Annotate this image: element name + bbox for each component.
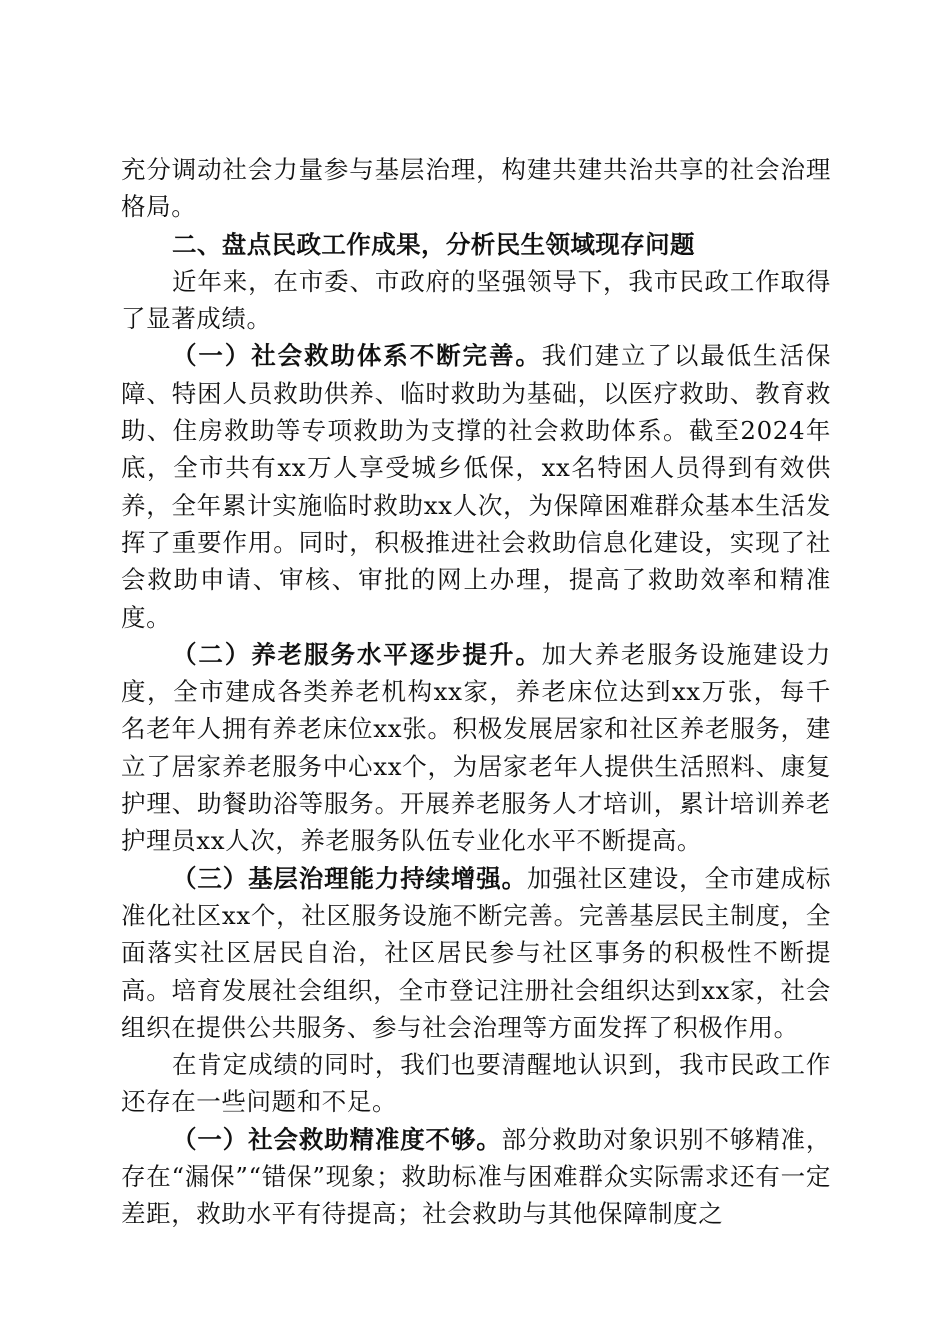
item-title: （三）基层治理能力持续增强。 — [172, 863, 527, 893]
paragraph-social-assistance — [121, 337, 831, 635]
paragraph-grassroots-governance — [121, 860, 831, 1046]
item-text: 加强社区建设，全市建成标准化社区xx个，社区服务设施不断完善。完善基层民主制度，全面落实社区居民自治，社区居民参与社区事务的积极性不断提高。培育发展社会组织，全市登记注册社会组织达到xx家，社会组织在提供公共服务、参与社会治理等方面发挥了积极作用。 — [121, 863, 831, 1042]
paragraph-problems-intro: 在肯定成绩的同时，我们也要清醒地认识到，我市民政工作还存在一些问题和不足。 — [121, 1050, 831, 1117]
paragraph-elderly-care — [121, 636, 831, 860]
item-title: （二）养老服务水平逐步提升。 — [172, 639, 542, 669]
item-text: 部分救助对象识别不够精准，存在“漏保”“错保”现象；救助标准与困难群众实际需求还有一定差距，救助水平有待提高；社会救助与其他保障制度之 — [121, 1124, 831, 1229]
paragraph-assistance-precision — [121, 1121, 831, 1233]
item-text: 我们建立了以最低生活保障、特困人员救助供养、临时救助为基础，以医疗救助、教育救助、住房救助等专项救助为支撑的社会救助体系。截至2024年底，全市共有xx万人享受城乡低保，xx名特困人员得到有效供养，全年累计实施临时救助xx人次，为保障困难群众基本生活发挥了重要作用。同时，积极推进社会救助信息化建设，实现了社会救助申请、审核、审批的网上办理，提高了救助效率和精准度。 — [121, 341, 831, 632]
paragraph-intro: 近年来，在市委、市政府的坚强领导下，我市民政工作取得了显著成绩。 — [121, 266, 831, 334]
document-body — [121, 151, 831, 1233]
item-title: （一）社会救助体系不断完善。 — [172, 341, 542, 371]
item-title: （一）社会救助精准度不够。 — [172, 1124, 502, 1154]
item-text: 加大养老服务设施建设力度，全市建成各类养老机构xx家，养老床位达到xx万张，每千名老年人拥有养老床位xx张。积极发展居家和社区养老服务，建立了居家养老服务中心xx个，为居家老年人提供生活照料、康复护理、助餐助浴等服务。开展养老服务人才培训，累计培训养老护理员xx人次，养老服务队伍专业化水平不断提高。 — [121, 639, 831, 856]
paragraph-continuation: 充分调动社会力量参与基层治理，构建共建共治共享的社会治理格局。 — [121, 155, 831, 222]
section-heading: 二、盘点民政工作成果，分析民生领域现存问题 — [172, 229, 695, 259]
